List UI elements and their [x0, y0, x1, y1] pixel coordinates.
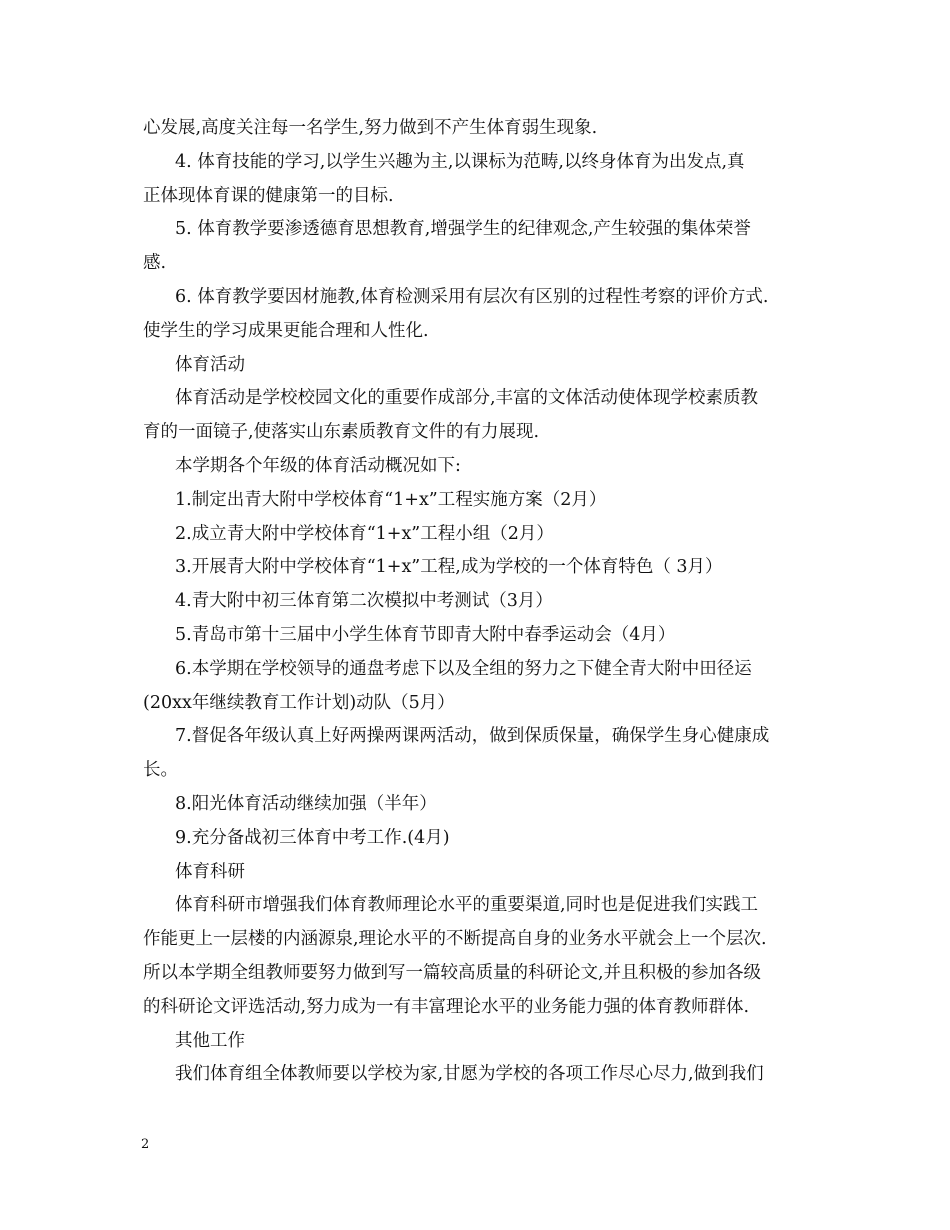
paragraph-line: 体育科研市增强我们体育教师理论水平的重要渠道,同时也是促进我们实践工	[175, 895, 759, 916]
section-heading-activities: 体育活动	[175, 354, 245, 375]
activity-item-2: 2.成立青大附中学校体育“1+x”工程小组（2月）	[175, 523, 554, 544]
body-text	[143, 112, 815, 1092]
section-heading-research: 体育科研	[175, 861, 245, 882]
paragraph-line: 体育活动是学校校园文化的重要作成部分,丰富的文体活动使体现学校素质教	[175, 388, 759, 409]
activity-item-4: 4.青大附中初三体育第二次模拟中考测试（3月）	[175, 591, 553, 612]
activity-item-1: 1.制定出青大附中学校体育“1+x”工程实施方案（2月）	[175, 489, 607, 510]
text-line: 使学生的学习成果更能合理和人性化.	[143, 320, 429, 341]
paragraph-line: 本学期各个年级的体育活动概况如下:	[175, 455, 461, 476]
activity-item-9: 9.充分备战初三体育中考工作.(4月)	[175, 827, 450, 848]
list-item-4: 4. 体育技能的学习,以学生兴趣为主,以课标为范畴,以终身体育为出发点,真	[175, 151, 745, 172]
text-line: 正体现体育课的健康第一的目标.	[143, 185, 394, 206]
activity-item-8: 8.阳光体育活动继续加强（半年）	[175, 793, 437, 814]
paragraph-line: 我们体育组全体教师要以学校为家,甘愿为学校的各项工作尽心尽力,做到我们	[175, 1064, 764, 1085]
text-line: 长。	[143, 760, 178, 781]
section-heading-other-work: 其他工作	[175, 1030, 245, 1051]
list-item-5: 5. 体育教学要渗透德育思想教育,增强学生的纪律观念,产生较强的集体荣誉	[175, 219, 751, 240]
page-number: 2	[141, 1137, 150, 1152]
text-line: 作能更上一层楼的内涵源泉,理论水平的不断提高自身的业务水平就会上一个层次.	[143, 929, 767, 950]
text-line: 的科研论文评选活动,努力成为一有丰富理论水平的业务能力强的体育教师群体.	[143, 996, 750, 1017]
activity-item-3: 3.开展青大附中学校体育“1+x”工程,成为学校的一个体育特色（ 3月）	[175, 557, 723, 578]
text-line: (20xx年继续教育工作计划)动队（5月）	[143, 692, 455, 713]
text-line: 育的一面镜子,使落实山东素质教育文件的有力展现.	[143, 422, 540, 443]
text-line: 心发展,高度关注每一名学生,努力做到不产生体育弱生现象.	[143, 118, 598, 138]
list-item-6: 6. 体育教学要因材施教,体育检测采用有层次有区别的过程性考察的评价方式.	[175, 286, 769, 307]
text-line: 感.	[143, 253, 167, 274]
text-line: 所以本学期全组教师要努力做到写一篇较高质量的科研论文,并且积极的参加各级	[143, 962, 762, 983]
activity-item-7: 7.督促各年级认真上好两操两课两活动，做到保质保量，确保学生身心健康成	[175, 726, 770, 747]
activity-item-6: 6.本学期在学校领导的通盘考虑下以及全组的努力之下健全青大附中田径运	[175, 658, 752, 679]
activity-item-5: 5.青岛市第十三届中小学生体育节即青大附中春季运动会（4月）	[175, 624, 676, 645]
